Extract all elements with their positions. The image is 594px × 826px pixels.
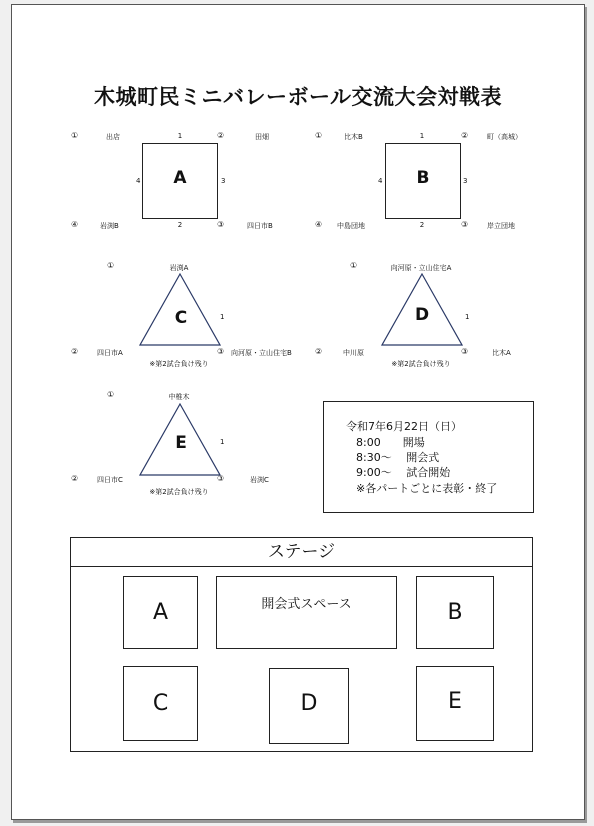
- team-e2: 四日市C: [97, 476, 123, 484]
- side-top-label: 1: [419, 132, 425, 140]
- slot-4-marker: ④: [315, 220, 323, 229]
- slot-3-marker: ③: [461, 220, 469, 229]
- slot-1-marker: ①: [71, 131, 79, 140]
- slot-3-marker: ③: [461, 347, 469, 356]
- floor-layout: [70, 537, 533, 752]
- schedule-match-start: 9:00～ 試合開始: [356, 466, 451, 479]
- team-c2: 四日市A: [97, 349, 123, 357]
- group-letter-b: B: [416, 168, 430, 188]
- team-e1: 中椎木: [168, 393, 190, 401]
- team-b1: 比木B: [344, 133, 363, 141]
- team-c1: 岩渕A: [169, 264, 189, 272]
- group-letter-c: C: [174, 308, 188, 328]
- slot-2-marker: ②: [71, 474, 79, 483]
- team-a2: 田畑: [255, 133, 269, 141]
- schedule-box: [323, 401, 534, 513]
- note-d: ※第2試合負け残り: [391, 360, 451, 368]
- group-letter-d: D: [414, 305, 430, 325]
- team-b3: 岸立団地: [487, 222, 515, 230]
- team-a1: 出店: [106, 133, 120, 141]
- group-letter-a: A: [173, 168, 187, 188]
- court-c: C: [123, 666, 198, 741]
- team-c3: 向河原・立山住宅B: [231, 349, 292, 357]
- side-label: 1: [220, 313, 225, 321]
- slot-2-marker: ②: [315, 347, 323, 356]
- team-b2: 町（高城）: [487, 133, 522, 141]
- document-page: [11, 4, 585, 820]
- court-b: B: [416, 576, 494, 649]
- side-top-label: 1: [177, 132, 183, 140]
- side-right-label: 3: [463, 177, 468, 185]
- note-c: ※第2試合負け残り: [149, 360, 209, 368]
- stage-label: ステージ: [71, 538, 532, 567]
- team-e3: 岩渕C: [250, 476, 269, 484]
- side-right-label: 3: [221, 177, 226, 185]
- team-b4: 中島団地: [337, 222, 365, 230]
- slot-2-marker: ②: [217, 131, 225, 140]
- slot-3-marker: ③: [217, 220, 225, 229]
- page-title: 木城町民ミニバレーボール交流大会対戦表: [93, 85, 503, 109]
- schedule-note: ※各パートごとに表彰・終了: [356, 482, 498, 495]
- slot-3-marker: ③: [217, 474, 225, 483]
- side-left-label: 4: [378, 177, 383, 185]
- slot-3-marker: ③: [217, 347, 225, 356]
- court-a: A: [123, 576, 198, 649]
- side-left-label: 4: [136, 177, 141, 185]
- slot-1-marker: ①: [350, 261, 358, 270]
- slot-1-marker: ①: [315, 131, 323, 140]
- slot-1-marker: ①: [107, 261, 115, 270]
- team-d3: 比木A: [492, 349, 511, 357]
- ceremony-space: [216, 576, 397, 649]
- team-d2: 中川原: [343, 349, 364, 357]
- side-bottom-label: 2: [177, 221, 183, 229]
- court-d: D: [269, 668, 349, 744]
- side-label: 1: [220, 438, 225, 446]
- team-a3: 四日市B: [247, 222, 273, 230]
- slot-2-marker: ②: [461, 131, 469, 140]
- slot-4-marker: ④: [71, 220, 79, 229]
- ceremony-space-label: 開会式スペース: [261, 597, 352, 612]
- side-bottom-label: 2: [419, 221, 425, 229]
- schedule-opening-ceremony: 8:30～ 開会式: [356, 451, 440, 464]
- team-a4: 岩渕B: [100, 222, 119, 230]
- group-letter-e: E: [175, 433, 187, 453]
- slot-1-marker: ①: [107, 390, 115, 399]
- court-e: E: [416, 666, 494, 741]
- schedule-doors-open: 8:00 開場: [356, 436, 425, 449]
- team-d1: 向河原・立山住宅A: [390, 264, 452, 272]
- note-e: ※第2試合負け残り: [149, 488, 209, 496]
- side-label: 1: [465, 313, 470, 321]
- schedule-date: 令和7年6月22日（日）: [346, 420, 462, 433]
- slot-2-marker: ②: [71, 347, 79, 356]
